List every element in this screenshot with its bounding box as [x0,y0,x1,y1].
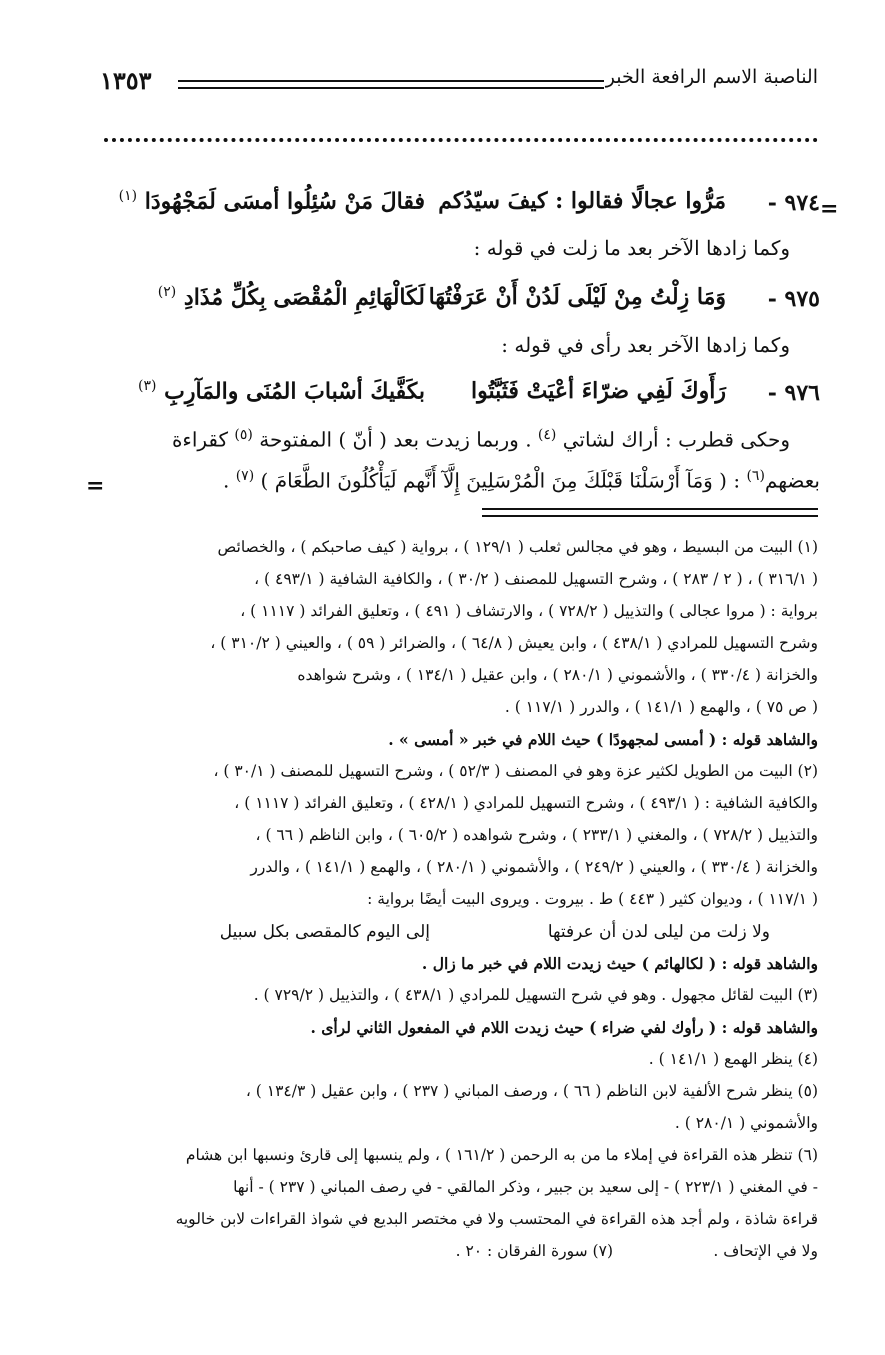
poem-second-hemistich: إلى اليوم كالمقصى بكل سبيل [219,922,430,942]
footnote-line: والشاهد قوله : ( رأوك لفي ضراء ) حيث زيدت اللام في المفعول الثاني لرأى . [310,1018,818,1037]
verse-second-hemistich [119,188,425,214]
text-run: بعضهم [764,468,820,493]
quran-quote: : ( وَمَآ أَرْسَلْنَا قَبْلَكَ مِنَ الْمُرْسَلِينَ إِلَّآ أَنَّهم لَيَأْكُلُونَ الطَّعَامَ ) [260,468,741,493]
footnote-line: قراءة شاذة ، ولم أجد هذه القراءة في المحتسب ولا في مختصر البديع في شواذ القراءات لابن خالويه [175,1210,818,1228]
verse-number: ٩٧٥ - [767,286,820,312]
page-number: ١٣٥٣ [100,66,152,95]
verse-first-hemistich: وَمَا زِلْتُ مِنْ لَيْلَى لَدُنْ أَنْ عَرَفْتُهَا [428,284,726,310]
verse-976 [95,376,820,416]
footnote-poem [130,922,770,950]
text-run: . [222,468,230,493]
verse-first-hemistich: مَرُّوا عجالًا فقالوا : كيفَ سيّدُكم [438,188,726,214]
footnote-line: (١) البيت من البسيط ، وهو في مجالس ثعلب ( ١٢٩/١ ) ، برواية ( كيف صاحبكم ) ، والخصائص [217,538,818,556]
verse-974 [95,186,820,226]
verse-number: ٩٧٦ - [767,380,820,406]
footnote-ref: (٢) [157,284,177,300]
footnote-line: والشاهد قوله : ( لكالهائم ) حيث زيدت اللام في خبر ما زال . [421,954,818,973]
footnote-line: والشاهد قوله : ( أمسى لمجهودًا ) حيث اللام في خبر « أمسى » . [388,730,818,749]
footnote-line: ( ٣١٦/١ ) ، ( ٢ / ٢٨٣ ) ، وشرح التسهيل للمصنف ( ٣٠/٢ ) ، والكافية الشافية ( ٤٩٣/١ ) ، [254,570,818,588]
footnote-line: (٤) ينظر الهمع ( ١٤١/١ ) . [648,1050,818,1068]
footnote-ref: (١) [118,188,138,204]
verse-first-hemistich: رَأَوكَ لَفِي ضرّاءَ أعْيَتْ فَثَبَّتُوا [471,378,726,404]
footnote-line: (٣) البيت لقائل مجهول . وهو في شرح التسهيل للمرادي ( ٤٣٨/١ ) ، والتذييل ( ٧٢٩/٢ ) . [253,986,818,1004]
hemistich-text: فقالَ مَنْ سُئِلُوا أمسَى لَمَجْهُودَا [144,188,425,215]
dotted-divider [104,138,818,142]
footnote-ref: (٤) [537,427,557,443]
continuation-mark-bottom: = [86,473,105,499]
footnote-line: برواية : ( مروا عجالى ) والتذييل ( ٧٢٨/٢ ) ، والارتشاف ( ٤٩١ ) ، وتعليق الفرائد ( ١١١٧ ) ، [240,602,818,620]
poem-first-hemistich: ولا زلت من ليلى لدن أن عرفتها [547,922,770,942]
header-rule [178,80,604,89]
footnote-line: (٢) البيت من الطويل لكثير عزة وهو في المصنف ( ٥٢/٣ ) ، وشرح التسهيل للمصنف ( ٣٠/١ ) ، [213,762,818,780]
footnote-line: ( ص ٧٥ ) ، والهمع ( ١٤١/١ ) ، والدرر ( ١١٧/١ ) . [504,698,818,716]
text-run: كقراءة [171,427,229,452]
footnote-ref: (٦) [746,468,765,484]
verse-number: ٩٧٤ - [767,190,820,216]
continuation-mark-top: = [820,196,839,222]
footnote-line: (٥) ينظر شرح الألفية لابن الناظم ( ٦٦ ) ، ورصف المباني ( ٢٣٧ ) ، وابن عقيل ( ١٣٤/٣ ) ، [245,1082,818,1100]
footnote-line: ( ١١٧/١ ) ، وديوان كثير ( ٤٤٣ ) ط . بيروت . ويروى البيت أيضًا برواية : [367,890,818,908]
footnote-ref: (٧) [235,468,255,484]
footnote-line: (٧) سورة الفرقان : ٢٠ . [455,1242,613,1260]
footnote-line: (٦) تنظر هذه القراءة في إملاء ما من به الرحمن ( ١٦١/٢ ) ، ولم ينسبها إلى قارئ ونسبها ابن هشام [185,1146,818,1164]
footnote-line: والتذييل ( ٧٢٨/٢ ) ، والمغني ( ٢٣٣/١ ) ، وشرح شواهده ( ٦٠٥/٢ ) ، وابن الناظم ( ٦٦ ) ، [255,826,818,844]
verse-second-hemistich [158,284,425,310]
footnote-line: وشرح التسهيل للمرادي ( ٤٣٨/١ ) ، وابن يعيش ( ٦٤/٨ ) ، والضرائر ( ٥٩ ) ، والعيني ( ٣١٠/٢ ) ، [210,634,818,652]
verse-975 [95,282,820,322]
intro-text: وكما زادها الآخر بعد رأى في قوله : [501,333,790,357]
footnote-line: والأشموني ( ٢٨٠/١ ) . [674,1114,818,1132]
footnote-line: والخزانة ( ٣٣٠/٤ ) ، والعيني ( ٢٤٩/٢ ) ، والأشموني ( ٢٨٠/١ ) ، والهمع ( ١٤١/١ ) ، والدرر [250,858,818,876]
footnote-line: والخزانة ( ٣٣٠/٤ ) ، والأشموني ( ٢٨٠/١ ) ، وابن عقيل ( ١٣٤/١ ) ، وشرح شواهده [297,666,818,684]
paragraph-text [172,427,790,452]
footnote-ref: (٥) [234,427,253,443]
intro-line-2 [95,333,820,363]
hemistich-text: بكَفَّيكَ أسْبابَ المُنَى والمَآرِبِ [164,378,425,405]
footnote-line: والكافية الشافية : ( ٤٩٣/١ ) ، وشرح التسهيل للمرادي ( ٤٢٨/١ ) ، وتعليق الفرائد ( ١١١٧ ) ، [234,794,818,812]
footnote-line: ولا في الإتحاف . [713,1242,818,1260]
intro-text: وكما زادها الآخر بعد ما زلت في قوله : [473,236,790,260]
footnote-line: - في المغني ( ٢٢٣/١ ) - إلى سعيد بن جبير ، وذكر المالقي - في رصف المباني ( ٢٣٧ ) - أنها [233,1178,818,1196]
footnote-ref: (٣) [137,378,157,394]
hemistich-text: لَكَالْهَائِمِ الْمُقْصَى بِكُلِّ مُذَادِ [183,284,425,311]
page-header [100,66,818,106]
paragraph-text [223,468,820,493]
paragraph-line-1 [95,427,820,459]
paragraph-line-2 [95,468,820,500]
running-title: الناصبة الاسم الرافعة الخبر [605,66,818,88]
intro-line-1 [95,236,820,266]
footnote-separator [482,508,818,517]
verse-second-hemistich [138,378,425,404]
text-run: وحكى قطرب : أراك لشاتي [562,427,790,452]
text-run: . وربما زيدت بعد ( أنّ ) المفتوحة [259,427,532,452]
